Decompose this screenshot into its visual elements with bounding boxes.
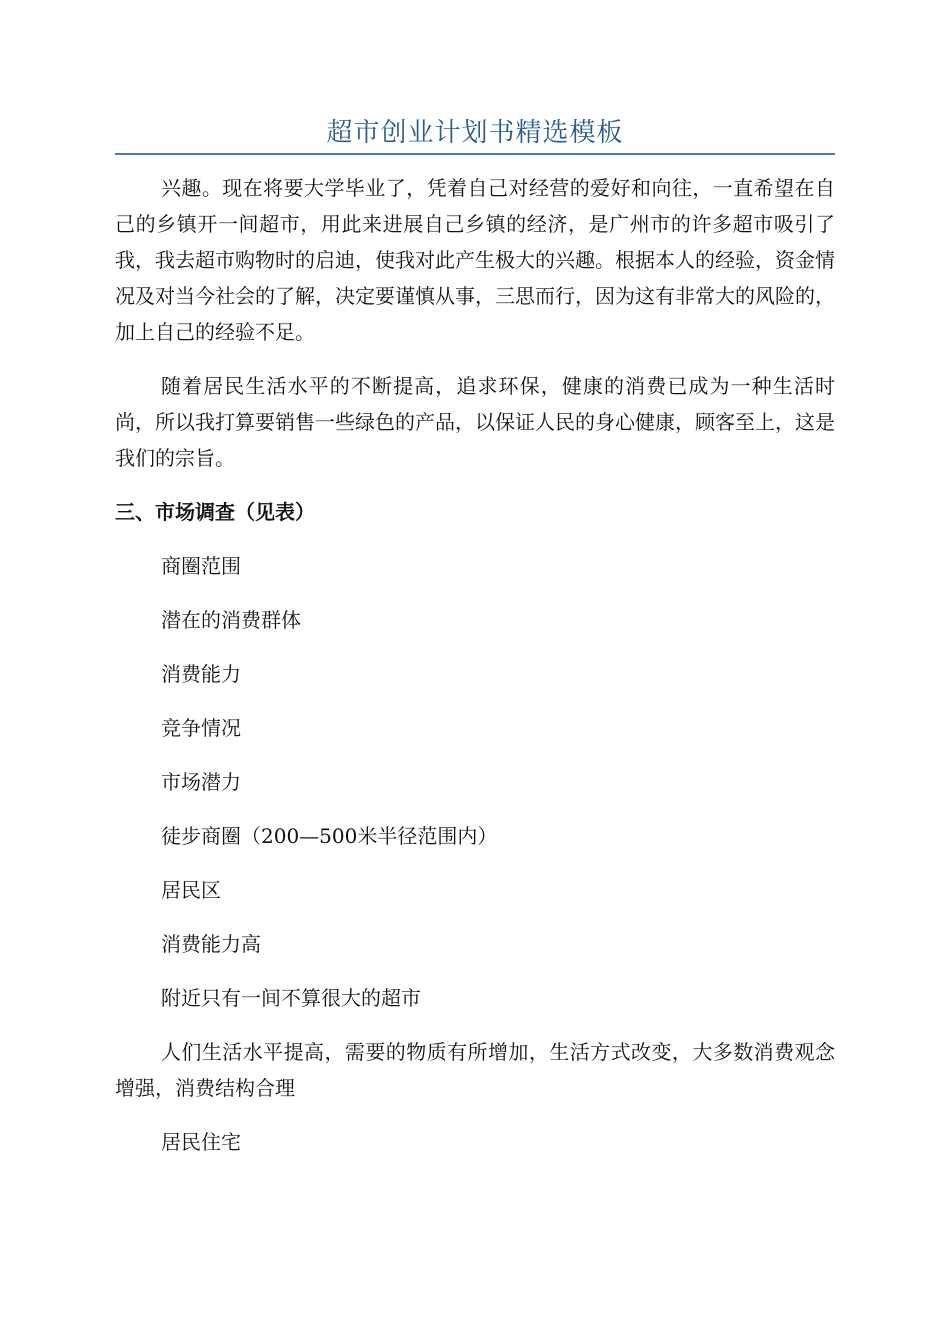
document-title: 超市创业计划书精选模板 (326, 118, 624, 148)
list-item: 人们生活水平提高，需要的物质有所增加，生活方式改变，大多数消费观念增强，消费结构合理 (115, 1040, 835, 1100)
list-item: 商圈范围 (161, 554, 241, 578)
paragraph-green-products: 随着居民生活水平的不断提高，追求环保，健康的消费已成为一种生活时尚，所以我打算要销售一些绿色的产品，以保证人民的身心健康，顾客至上，这是我们的宗旨。 (115, 374, 835, 470)
paragraph-interest: 兴趣。现在将要大学毕业了，凭着自己对经营的爱好和向往，一直希望在自己的乡镇开一间超市，用此来进展自己乡镇的经济，是广州市的许多超市吸引了我，我去超市购物时的启迪，使我对此产生极大的兴趣。根据本人的经验，资金情况及对当今社会的了解，决定要谨慎从事，三思而行，因为这有非常大的风险的，加上自己的经验不足。 (115, 176, 835, 344)
list-item: 居民住宅 (161, 1130, 241, 1154)
title-underline (115, 153, 835, 155)
list-item: 潜在的消费群体 (161, 608, 301, 632)
list-item: 市场潜力 (161, 770, 241, 794)
list-item: 居民区 (161, 878, 221, 902)
list-item: 竞争情况 (161, 716, 241, 740)
list-item: 消费能力 (161, 662, 241, 686)
document-body (115, 170, 835, 1178)
list-item: 徒步商圈（200—500米半径范围内） (161, 824, 498, 848)
list-item: 消费能力高 (161, 932, 261, 956)
list-item: 附近只有一间不算很大的超市 (161, 986, 421, 1010)
section-heading-market-survey: 三、市场调查（见表） (115, 500, 315, 524)
